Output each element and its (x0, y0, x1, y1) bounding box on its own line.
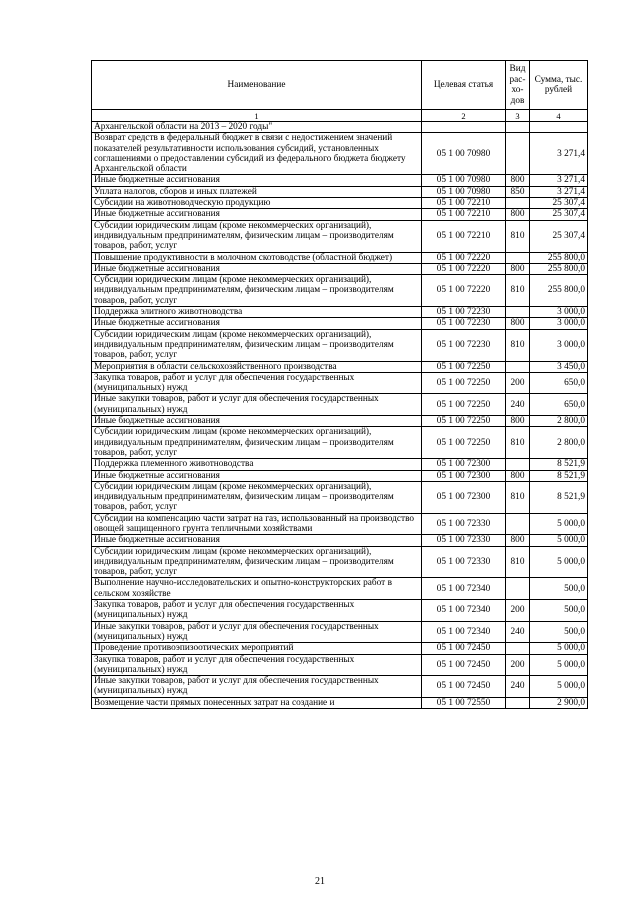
row-amount: 255 800,0 (530, 263, 588, 274)
table-row (92, 122, 588, 133)
row-expense-type: 240 (506, 394, 530, 416)
row-target-code: 05 1 00 72300 (422, 470, 506, 481)
row-name: Иные закупки товаров, работ и услуг для обеспечения государственных (муниципальных) нужд (92, 394, 422, 416)
table-row (92, 697, 588, 708)
table-row (92, 186, 588, 197)
header-code: Целевая статья (422, 61, 506, 110)
row-amount: 5 000,0 (530, 546, 588, 578)
row-expense-type: 200 (506, 654, 530, 676)
row-target-code: 05 1 00 72250 (422, 427, 506, 459)
row-name: Субсидии юридическим лицам (кроме некоммерческих организаций), индивидуальным предпринимателям, физическим лицам – производителям товаров, работ, услуг (92, 220, 422, 252)
table-row (92, 481, 588, 513)
row-amount: 3 271,4 (530, 175, 588, 186)
row-amount: 5 000,0 (530, 676, 588, 698)
row-expense-type (506, 198, 530, 209)
row-amount: 5 000,0 (530, 654, 588, 676)
row-expense-type (506, 133, 530, 175)
row-target-code: 05 1 00 72340 (422, 578, 506, 600)
budget-table (91, 60, 588, 709)
table-row (92, 459, 588, 470)
table-row (92, 175, 588, 186)
row-amount: 650,0 (530, 372, 588, 394)
row-expense-type: 800 (506, 470, 530, 481)
table-row (92, 416, 588, 427)
row-amount: 500,0 (530, 621, 588, 643)
row-expense-type: 810 (506, 427, 530, 459)
row-amount: 5 000,0 (530, 513, 588, 535)
table-header-row (92, 61, 588, 110)
header-type: Вид рас- хо- дов (506, 61, 530, 110)
row-amount: 2 800,0 (530, 416, 588, 427)
row-amount: 25 307,4 (530, 209, 588, 220)
row-expense-type: 200 (506, 600, 530, 622)
row-amount: 8 521,9 (530, 481, 588, 513)
table-row (92, 676, 588, 698)
row-name: Иные бюджетные ассигнования (92, 175, 422, 186)
table-row (92, 318, 588, 329)
column-number: 1 (92, 110, 422, 122)
row-name: Иные бюджетные ассигнования (92, 209, 422, 220)
row-name: Уплата налогов, сборов и иных платежей (92, 186, 422, 197)
row-expense-type: 810 (506, 481, 530, 513)
row-target-code: 05 1 00 72250 (422, 361, 506, 372)
row-expense-type: 240 (506, 676, 530, 698)
row-amount: 3 271,4 (530, 186, 588, 197)
table-row (92, 578, 588, 600)
row-name: Иные бюджетные ассигнования (92, 416, 422, 427)
page-number: 21 (315, 876, 325, 887)
row-amount: 650,0 (530, 394, 588, 416)
row-amount: 3 450,0 (530, 361, 588, 372)
row-name: Мероприятия в области сельскохозяйственного производства (92, 361, 422, 372)
row-target-code: 05 1 00 70980 (422, 133, 506, 175)
row-expense-type (506, 459, 530, 470)
row-expense-type (506, 697, 530, 708)
table-row (92, 535, 588, 546)
table-row (92, 546, 588, 578)
row-name: Закупка товаров, работ и услуг для обеспечения государственных (муниципальных) нужд (92, 654, 422, 676)
table-row (92, 361, 588, 372)
row-target-code: 05 1 00 72450 (422, 654, 506, 676)
row-target-code: 05 1 00 70980 (422, 175, 506, 186)
row-expense-type (506, 307, 530, 318)
row-target-code: 05 1 00 72210 (422, 209, 506, 220)
row-expense-type (506, 361, 530, 372)
row-name: Выполнение научно-исследовательских и опытно-конструкторских работ в сельском хозяйстве (92, 578, 422, 600)
row-name: Возврат средств в федеральный бюджет в связи с недостижением значений показателей результативности использования субсидий, установленных соглашениями о предоставлении субсидий из федерального бюджета бюджету Архангельской области (92, 133, 422, 175)
row-expense-type: 810 (506, 546, 530, 578)
table-row (92, 394, 588, 416)
row-amount (530, 122, 588, 133)
row-name: Субсидии юридическим лицам (кроме некоммерческих организаций), индивидуальным предпринимателям, физическим лицам – производителям товаров, работ, услуг (92, 546, 422, 578)
table-row (92, 263, 588, 274)
row-target-code: 05 1 00 72220 (422, 263, 506, 274)
table-row (92, 600, 588, 622)
table-row (92, 470, 588, 481)
header-name: Наименование (92, 61, 422, 110)
row-amount: 8 521,9 (530, 459, 588, 470)
table-row (92, 220, 588, 252)
row-amount: 500,0 (530, 578, 588, 600)
header-sum: Сумма, тыс. рублей (530, 61, 588, 110)
row-target-code: 05 1 00 72250 (422, 372, 506, 394)
row-target-code: 05 1 00 72330 (422, 513, 506, 535)
row-expense-type: 800 (506, 535, 530, 546)
row-amount: 255 800,0 (530, 252, 588, 263)
table-row (92, 427, 588, 459)
row-expense-type: 800 (506, 318, 530, 329)
row-amount: 255 800,0 (530, 275, 588, 307)
table-row (92, 133, 588, 175)
row-name: Иные бюджетные ассигнования (92, 318, 422, 329)
row-name: Поддержка племенного животноводства (92, 459, 422, 470)
row-target-code: 05 1 00 72210 (422, 220, 506, 252)
row-amount: 5 000,0 (530, 535, 588, 546)
row-target-code: 05 1 00 72230 (422, 329, 506, 361)
row-target-code: 05 1 00 72450 (422, 643, 506, 654)
row-amount: 3 000,0 (530, 329, 588, 361)
row-target-code: 05 1 00 72330 (422, 535, 506, 546)
row-target-code: 05 1 00 72230 (422, 318, 506, 329)
row-name: Субсидии на животноводческую продукцию (92, 198, 422, 209)
row-name: Повышение продуктивности в молочном скотоводстве (областной бюджет) (92, 252, 422, 263)
row-target-code: 05 1 00 72220 (422, 275, 506, 307)
column-number: 3 (506, 110, 530, 122)
row-target-code: 05 1 00 72300 (422, 459, 506, 470)
row-target-code: 05 1 00 72230 (422, 307, 506, 318)
row-target-code: 05 1 00 72550 (422, 697, 506, 708)
row-amount: 3 271,4 (530, 133, 588, 175)
column-number: 4 (530, 110, 588, 122)
table-row (92, 643, 588, 654)
row-name: Закупка товаров, работ и услуг для обеспечения государственных (муниципальных) нужд (92, 372, 422, 394)
table-row (92, 329, 588, 361)
row-target-code: 05 1 00 72340 (422, 600, 506, 622)
row-expense-type: 200 (506, 372, 530, 394)
row-expense-type: 800 (506, 263, 530, 274)
row-target-code: 05 1 00 72250 (422, 416, 506, 427)
row-expense-type: 800 (506, 416, 530, 427)
row-target-code: 05 1 00 72220 (422, 252, 506, 263)
row-amount: 2 900,0 (530, 697, 588, 708)
table-row (92, 198, 588, 209)
row-name: Проведение противоэпизоотических мероприятий (92, 643, 422, 654)
row-amount: 500,0 (530, 600, 588, 622)
row-target-code: 05 1 00 72340 (422, 621, 506, 643)
row-expense-type: 810 (506, 329, 530, 361)
row-target-code: 05 1 00 72250 (422, 394, 506, 416)
table-row (92, 513, 588, 535)
row-target-code: 05 1 00 72300 (422, 481, 506, 513)
row-expense-type (506, 513, 530, 535)
row-expense-type: 800 (506, 209, 530, 220)
row-expense-type (506, 578, 530, 600)
row-amount: 3 000,0 (530, 318, 588, 329)
row-expense-type: 810 (506, 275, 530, 307)
row-name: Иные закупки товаров, работ и услуг для обеспечения государственных (муниципальных) нужд (92, 676, 422, 698)
row-target-code: 05 1 00 72450 (422, 676, 506, 698)
row-name: Закупка товаров, работ и услуг для обеспечения государственных (муниципальных) нужд (92, 600, 422, 622)
row-amount: 25 307,4 (530, 220, 588, 252)
table-body (92, 122, 588, 709)
row-name: Субсидии юридическим лицам (кроме некоммерческих организаций), индивидуальным предпринимателям, физическим лицам – производителям товаров, работ, услуг (92, 427, 422, 459)
row-target-code: 05 1 00 70980 (422, 186, 506, 197)
row-target-code: 05 1 00 72210 (422, 198, 506, 209)
table-row (92, 307, 588, 318)
table-row (92, 372, 588, 394)
row-name: Иные закупки товаров, работ и услуг для обеспечения государственных (муниципальных) нужд (92, 621, 422, 643)
table-row (92, 275, 588, 307)
row-name: Субсидии на компенсацию части затрат на газ, использованный на производство овощей защищенного грунта тепличными хозяйствами (92, 513, 422, 535)
row-expense-type: 810 (506, 220, 530, 252)
column-number-row (92, 110, 588, 122)
row-target-code (422, 122, 506, 133)
row-amount: 5 000,0 (530, 643, 588, 654)
row-name: Иные бюджетные ассигнования (92, 263, 422, 274)
row-expense-type (506, 643, 530, 654)
row-amount: 8 521,9 (530, 470, 588, 481)
row-amount: 3 000,0 (530, 307, 588, 318)
row-name: Поддержка элитного животноводства (92, 307, 422, 318)
table-row (92, 209, 588, 220)
row-name: Возмещение части прямых понесенных затрат на создание и (92, 697, 422, 708)
row-expense-type: 800 (506, 175, 530, 186)
row-name: Субсидии юридическим лицам (кроме некоммерческих организаций), индивидуальным предпринимателям, физическим лицам – производителям товаров, работ, услуг (92, 275, 422, 307)
row-expense-type (506, 252, 530, 263)
row-name: Иные бюджетные ассигнования (92, 470, 422, 481)
row-expense-type: 240 (506, 621, 530, 643)
row-name: Иные бюджетные ассигнования (92, 535, 422, 546)
row-name: Субсидии юридическим лицам (кроме некоммерческих организаций), индивидуальным предпринимателям, физическим лицам – производителям товаров, работ, услуг (92, 481, 422, 513)
row-amount: 25 307,4 (530, 198, 588, 209)
table-row (92, 621, 588, 643)
row-expense-type (506, 122, 530, 133)
row-amount: 2 800,0 (530, 427, 588, 459)
row-name: Архангельской области на 2013 – 2020 годы" (92, 122, 422, 133)
table-row (92, 252, 588, 263)
row-target-code: 05 1 00 72330 (422, 546, 506, 578)
row-expense-type: 850 (506, 186, 530, 197)
column-number: 2 (422, 110, 506, 122)
row-name: Субсидии юридическим лицам (кроме некоммерческих организаций), индивидуальным предпринимателям, физическим лицам – производителям товаров, работ, услуг (92, 329, 422, 361)
table-row (92, 654, 588, 676)
